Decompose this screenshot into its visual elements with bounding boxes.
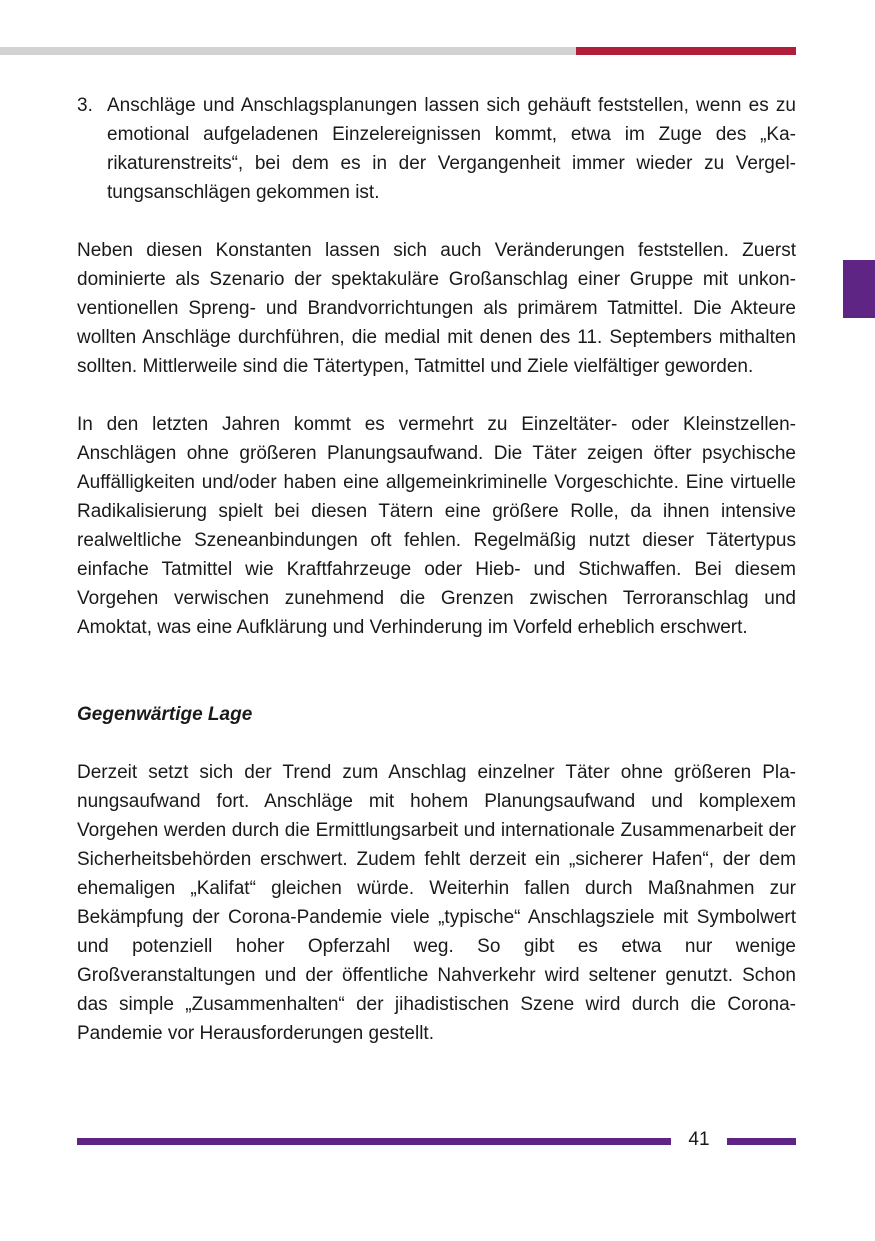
page-number: 41	[688, 1129, 710, 1150]
paragraph-lone-actors: In den letzten Jahren kommt es vermehrt zu Einzeltäter- oder Kleinstzellen-Anschlägen ohne größeren Planungsaufwand. Die Täter zeigen öfter psychische Auffälligkeiten und/oder haben eine allgemeinkriminelle Vorgeschichte. Eine virtuelle Radikalisierung spielt bei diesen Tätern eine größere Rolle, da ihnen intensive realweltliche Szeneanbindungen oft fehlen. Regelmäßig nutzt dieser Tätertypus einfache Tatmittel wie Kraftfahrzeuge oder Hieb- und Stichwaffen. Bei diesem Vorgehen verwischen zunehmend die Grenzen zwischen Terroranschlag und Amoktat, was eine Aufklärung und Verhinderung im Vorfeld erheblich erschwert.	[77, 414, 796, 638]
list-item-number: 3.	[77, 95, 93, 116]
paragraph-current-situation: Derzeit setzt sich der Trend zum Anschlag einzelner Täter ohne größeren Planungsaufwand fort. Anschläge mit hohem Planungsaufwand und komplexem Vorgehen werden durch die Ermittlungsarbeit und internationale Zusammenarbeit der Sicherheitsbehörden erschwert. Zudem fehlt derzeit ein „sicherer Hafen“, der dem ehemaligen „Kalifat“ gleichen würde. Weiterhin fallen durch Maßnahmen zur Bekämpfung der Corona-Pandemie viele „typische“ Anschlagsziele mit Symbolwert und potenziell hoher Opferzahl weg. So gibt es etwa nur wenige Großveranstaltungen und der öffentliche Nahverkehr wird seltener genutzt. Schon das simple „Zusammenhalten“ der jihadistischen Szene wird durch die Corona-Pandemie vor Herausforderungen gestellt.	[77, 762, 796, 1044]
list-item-text: Anschläge und Anschlagsplanungen lassen sich gehäuft feststellen, wenn es zu emotional aufgeladenen Einzelereignissen kommt, etwa im Zuge des „Karikaturenstreits“, bei dem es in der Vergangenheit immer wieder zu Vergeltungsanschlägen gekommen ist.	[107, 95, 796, 203]
page-body	[77, 91, 796, 1048]
section-heading: Gegenwärtige Lage	[77, 704, 253, 725]
footer-rule-right	[727, 1138, 796, 1145]
chapter-thumb-tab	[843, 260, 875, 318]
header-rule-accent	[576, 47, 796, 55]
header-rule-gray	[0, 47, 576, 55]
footer-rule-left	[77, 1138, 671, 1145]
list-item	[77, 91, 796, 207]
paragraph-changes: Neben diesen Konstanten lassen sich auch Veränderungen feststellen. Zuerst dominierte als Szenario der spektakuläre Großanschlag einer Gruppe mit unkonventionellen Spreng- und Brandvorrichtungen als primärem Tatmittel. Die Akteure wollten Anschläge durchführen, die medial mit denen des 11. Septembers mithalten sollten. Mittlerweile sind die Tätertypen, Tatmittel und Ziele vielfältiger geworden.	[77, 240, 796, 377]
